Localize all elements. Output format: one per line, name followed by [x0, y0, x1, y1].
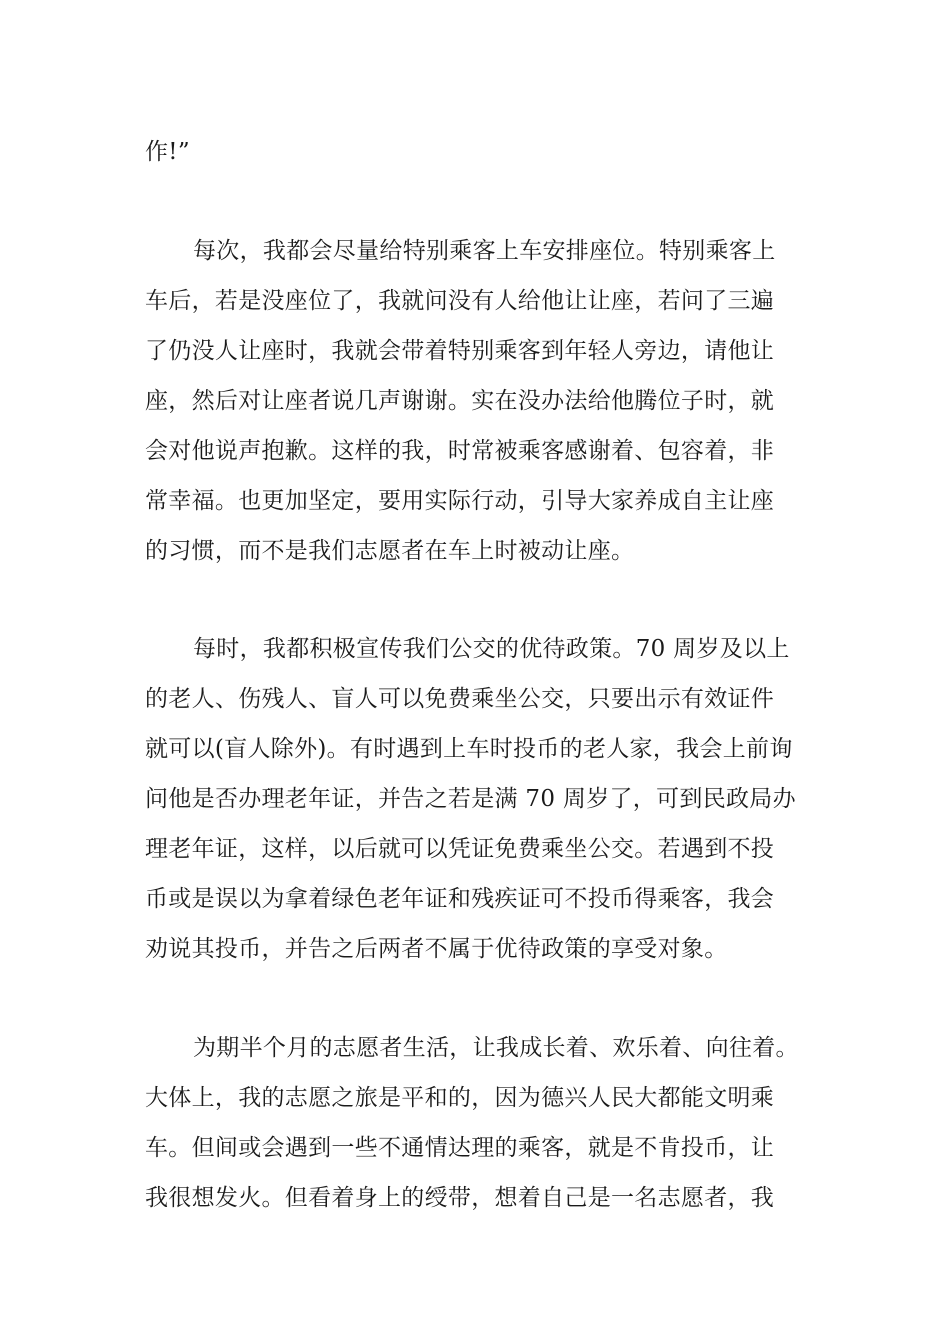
paragraph-2-line-3: 就可以(盲人除外)。有时遇到上车时投币的老人家，我会上前询 [145, 736, 793, 762]
paragraph-1-line-1: 每次，我都会尽量给特别乘客上车安排座位。特别乘客上 [193, 238, 776, 264]
paragraph-3-line-4: 我很想发火。但看着身上的绶带，想着自己是一名志愿者，我 [145, 1185, 775, 1211]
paragraph-1-line-5: 会对他说声抱歉。这样的我，时常被乘客感谢着、包容着，非 [145, 438, 775, 464]
paragraph-1-line-3: 了仍没人让座时，我就会带着特别乘客到年轻人旁边，请他让 [145, 338, 775, 364]
paragraph-1-line-7: 的习惯，而不是我们志愿者在车上时被动让座。 [145, 538, 635, 564]
paragraph-2-line-2: 的老人、伤残人、盲人可以免费乘坐公交，只要出示有效证件 [145, 686, 775, 712]
paragraph-2-line-5: 理老年证，这样，以后就可以凭证免费乘坐公交。若遇到不投 [145, 836, 775, 862]
paragraph-1-line-2: 车后，若是没座位了，我就问没有人给他让让座，若问了三遍 [145, 288, 775, 314]
paragraph-3-line-3: 车。但间或会遇到一些不通情达理的乘客，就是不肯投币，让 [145, 1135, 775, 1161]
paragraph-2-line-1: 每时，我都积极宣传我们公交的优待政策。70 周岁及以上 [193, 636, 790, 662]
paragraph-3-line-1: 为期半个月的志愿者生活，让我成长着、欢乐着、向往着。 [193, 1035, 799, 1061]
paragraph-3-line-2: 大体上，我的志愿之旅是平和的，因为德兴人民大都能文明乘 [145, 1085, 775, 1111]
paragraph-2-line-7: 劝说其投币，并告之后两者不属于优待政策的享受对象。 [145, 936, 728, 962]
paragraph-1-line-6: 常幸福。也更加坚定，要用实际行动，引导大家养成自主让座 [145, 488, 775, 514]
fragment-line: 作!” [145, 139, 190, 165]
paragraph-1-line-4: 座，然后对让座者说几声谢谢。实在没办法给他腾位子时，就 [145, 388, 775, 414]
paragraph-2-line-6: 币或是误以为拿着绿色老年证和残疾证可不投币得乘客，我会 [145, 886, 775, 912]
paragraph-2-line-4: 问他是否办理老年证，并告之若是满 70 周岁了，可到民政局办 [145, 786, 796, 812]
